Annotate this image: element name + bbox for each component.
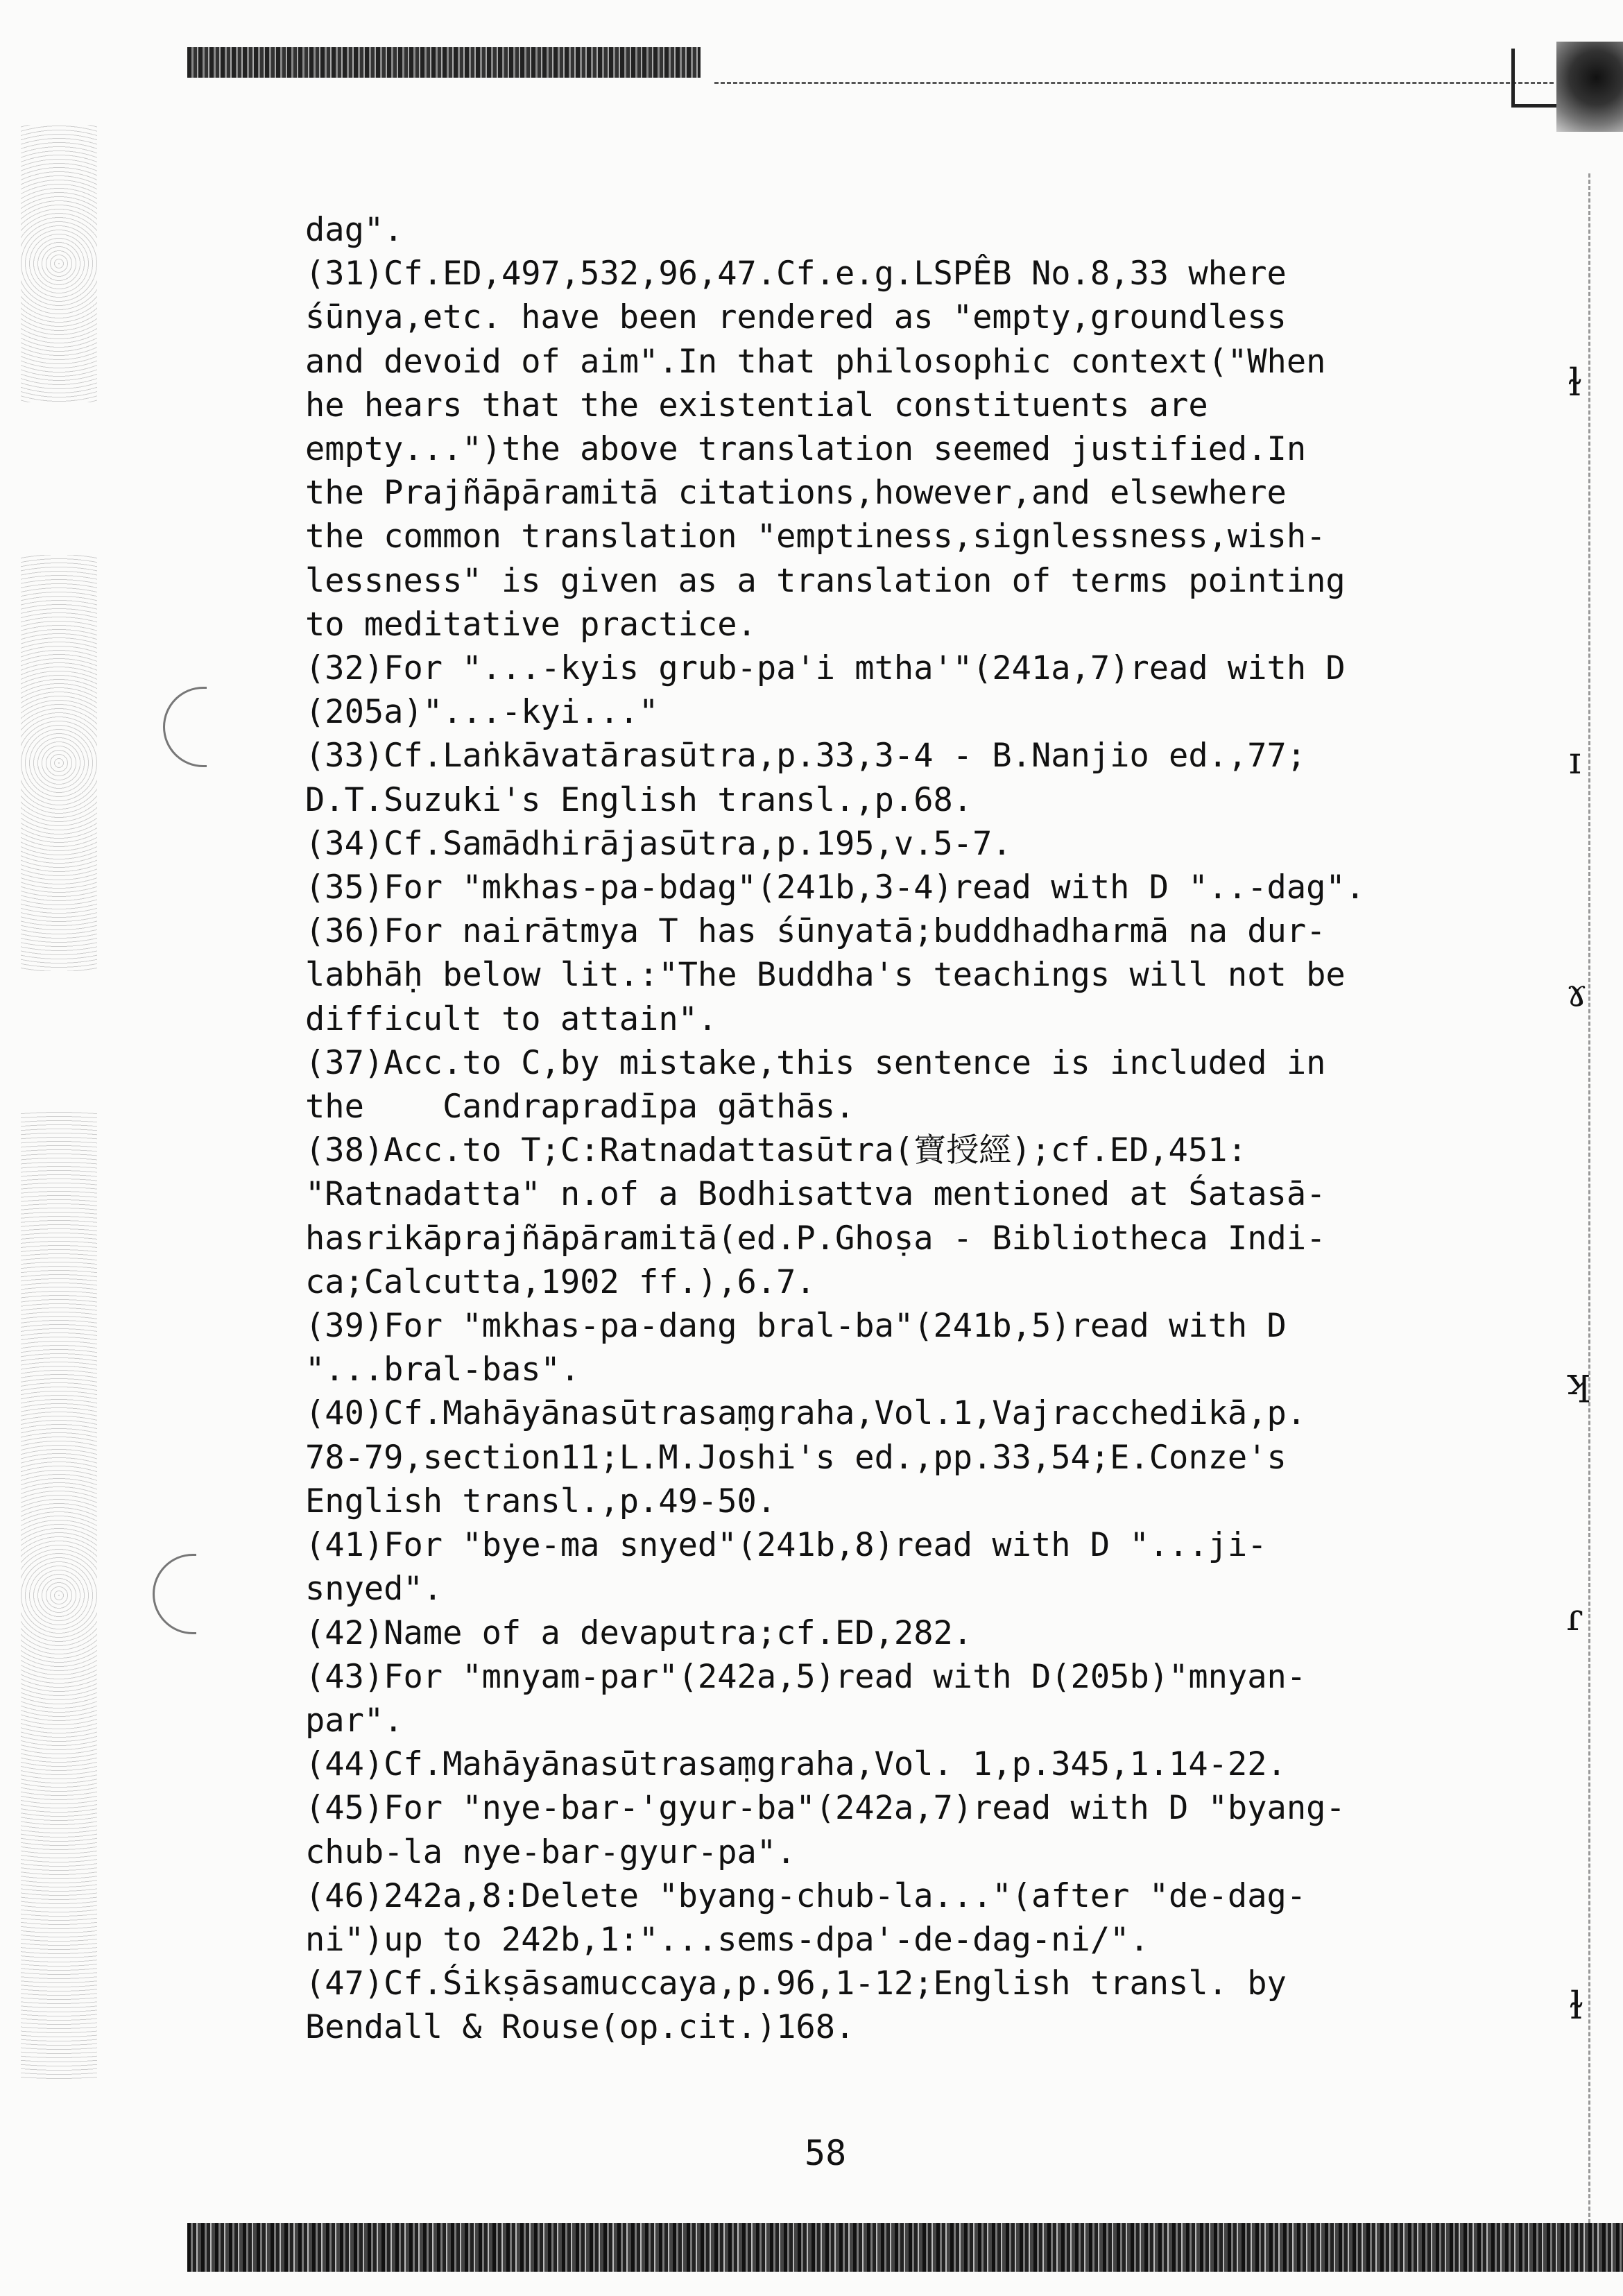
scan-corner-bracket [1511, 49, 1556, 108]
margin-mark: ɾ [1566, 1595, 1583, 1639]
margin-mark: ɫ [1569, 1984, 1583, 2028]
text-line: (43)For "mnyam-par"(242a,5)read with D(205b)"mnyan- [305, 1657, 1307, 1696]
text-line: par". [305, 1701, 404, 1740]
text-line: (35)For "mkhas-pa-bdag"(241b,3-4)read with D "..-dag". [305, 868, 1366, 907]
margin-mark: ɪ [1569, 739, 1581, 782]
text-line: the common translation "emptiness,signlessness,wish- [305, 517, 1326, 556]
text-line: 78-79,section11;L.M.Joshi's ed.,pp.33,54;E.Conze's [305, 1438, 1287, 1477]
text-line: English transl.,p.49-50. [305, 1482, 777, 1520]
scan-dash-line [714, 82, 1554, 84]
notes-body [305, 208, 1540, 2050]
text-line: ni")up to 242b,1:"...sems-dpa'-de-dag-ni/". [305, 1920, 1149, 1959]
text-line: (47)Cf.Śikṣāsamuccaya,p.96,1-12;English transl. by [305, 1964, 1287, 2003]
text-line: (41)For "bye-ma snyed"(241b,8)read with D "...ji- [305, 1526, 1267, 1565]
text-line: he hears that the existential constituents are [305, 386, 1208, 425]
text-line: to meditative practice. [305, 605, 757, 644]
text-line: empty...")the above translation seemed justified.In [305, 430, 1307, 469]
text-line: (37)Acc.to C,by mistake,this sentence is included in [305, 1043, 1326, 1082]
scan-speckle [21, 125, 97, 402]
scan-noise-top [187, 47, 701, 78]
text-line: (42)Name of a devaputra;cf.ED,282. [305, 1613, 973, 1652]
scan-binding-mark [163, 687, 207, 767]
text-line: (31)Cf.ED,497,532,96,47.Cf.e.g.LSPÊB No.8,33 where [305, 255, 1287, 293]
text-line: śūnya,etc. have been rendered as "empty,groundless [305, 298, 1287, 337]
text-line: (33)Cf.Laṅkāvatārasūtra,p.33,3-4 - B.Nanjio ed.,77; [305, 737, 1307, 776]
text-line: (205a)"...-kyi..." [305, 693, 659, 732]
text-line: the Prajñāpāramitā citations,however,and elsewhere [305, 474, 1287, 513]
scan-noise-bottom [187, 2223, 1623, 2272]
text-line: D.T.Suzuki's English transl.,p.68. [305, 780, 973, 819]
text-line: ca;Calcutta,1902 ff.),6.7. [305, 1262, 816, 1301]
text-line: (39)For "mkhas-pa-dang bral-ba"(241b,5)read with D [305, 1307, 1287, 1346]
text-line: chub-la nye-bar-gyur-pa". [305, 1833, 796, 1871]
text-line: hasrikāprajñāpāramitā(ed.P.Ghoṣa - Bibliotheca Indi- [305, 1219, 1326, 1258]
text-line: (46)242a,8:Delete "byang-chub-la..."(after "de-dag- [305, 1876, 1307, 1915]
text-line: dag". [305, 211, 404, 249]
scan-corner-mark [1556, 42, 1623, 132]
margin-mark: ɤ [1566, 971, 1588, 1015]
text-line: (34)Cf.Samādhirājasūtra,p.195,v.5-7. [305, 824, 1012, 863]
margin-mark: ʞ [1566, 1360, 1589, 1403]
text-line: (44)Cf.Mahāyānasūtrasaṃgraha,Vol. 1,p.345,1.14-22. [305, 1745, 1287, 1784]
text-line: snyed". [305, 1570, 443, 1609]
text-line: (45)For "nye-bar-'gyur-ba"(242a,7)read with D "byang- [305, 1789, 1346, 1828]
scan-speckle [21, 555, 97, 971]
margin-mark: ɫ [1568, 361, 1582, 404]
text-line: difficult to attain". [305, 1000, 718, 1038]
text-line: labhāḥ below lit.:"The Buddha's teachings will not be [305, 956, 1346, 995]
text-line: (40)Cf.Mahāyānasūtrasaṃgraha,Vol.1,Vajracchedikā,p. [305, 1394, 1307, 1433]
text-line: (36)For nairātmya T has śūnyatā;buddhadharmā na dur- [305, 912, 1326, 951]
scan-right-edge [1588, 173, 1590, 2254]
page-number: 58 [805, 2133, 847, 2173]
text-line: the Candrapradīpa gāthās. [305, 1088, 855, 1126]
text-line: lessness" is given as a translation of terms pointing [305, 561, 1346, 600]
text-line: (38)Acc.to T;C:Ratnadattasūtra(寶授經);cf.ED,451: [305, 1131, 1247, 1170]
text-line: "...bral-bas". [305, 1351, 581, 1389]
text-line: Bendall & Rouse(op.cit.)168. [305, 2008, 855, 2047]
text-line: and devoid of aim".In that philosophic context("When [305, 342, 1326, 381]
text-line: "Ratnadatta" n.of a Bodhisattva mentioned at Śatasā- [305, 1175, 1326, 1214]
scan-binding-mark [153, 1554, 196, 1634]
scan-speckle [21, 1110, 97, 2081]
text-line: (32)For "...-kyis grub-pa'i mtha'"(241a,7)read with D [305, 649, 1346, 688]
